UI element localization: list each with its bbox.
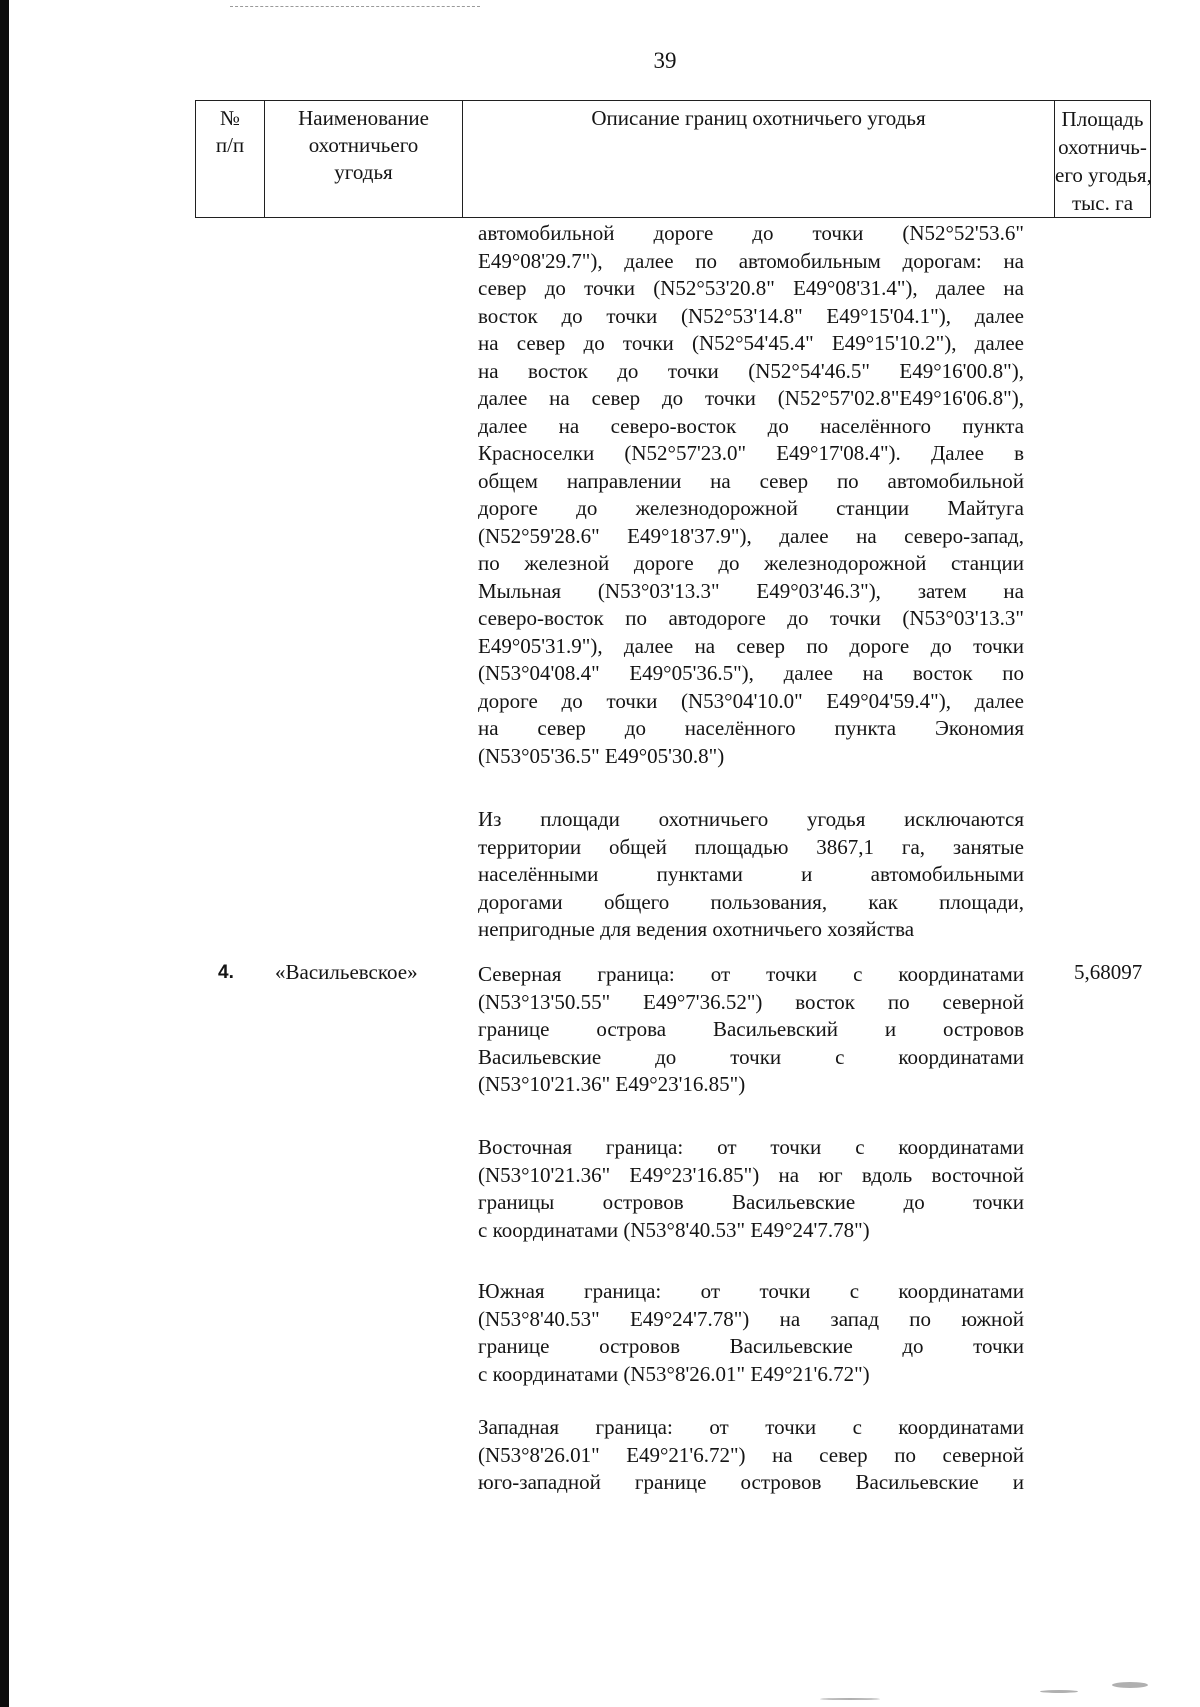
text-line: границе островов Васильевские до точки [478,1334,1024,1358]
text-line: Красноселки (N52°57'23.0" E49°17'08.4"). Далее в [478,441,1024,465]
text-line: дороге до железнодорожной станции Майтуга [478,496,1024,520]
east-boundary-paragraph [478,1134,1024,1244]
header-number-line: № [219,106,241,130]
scan-speck [1112,1682,1148,1688]
text-line: Восточная граница: от точки с координатами [478,1135,1024,1159]
header-area-line: охотничь- [1058,135,1147,159]
text-line: на север до населённого пункта Экономия [478,716,1024,740]
text-line: (N53°8'26.01" E49°21'6.72") на север по северной [478,1442,1024,1467]
text-line: территории общей площадью 3867,1 га, занятые [478,834,1024,859]
text-line: далее на север до точки (N52°57'02.8"E49°16'06.8"), [478,386,1024,410]
text-line: Северная граница: от точки с координатами [478,962,1024,986]
text-line: с координатами (N53°8'26.01" E49°21'6.72") [478,1361,870,1386]
scan-speck [820,1698,880,1700]
text-line: (N53°8'40.53" E49°24'7.78") на запад по южной [478,1306,1024,1331]
exclusion-paragraph [478,806,1024,944]
text-line: на север до точки (N52°54'45.4" E49°15'10.2"), далее [478,331,1024,355]
text-line: Западная граница: от точки с координатами [478,1415,1024,1439]
text-line: (N53°13'50.55" E49°7'36.52") восток по северной [478,989,1024,1014]
text-line: населёнными пунктами и автомобильными [478,862,1024,886]
text-line: (N52°59'28.6" E49°18'37.9"), далее на северо-запад, [478,523,1024,548]
entry-name: «Васильевское» [275,960,418,984]
header-area-line: Площадь [1061,107,1144,131]
entry-area: 5,68097 [1074,960,1143,984]
text-line: далее на северо-восток до населённого пункта [478,413,1024,438]
text-line: границы островов Васильевские до точки [478,1190,1024,1214]
text-line: непригодные для ведения охотничьего хозяйства [478,917,915,941]
text-line: северо-восток по автодороге до точки (N53°03'13.3" [478,606,1024,630]
header-area-line: тыс. га [1071,191,1134,215]
west-boundary-paragraph [478,1414,1024,1497]
header-description [463,101,1055,217]
text-line: E49°08'29.7"), далее по автомобильным дорогам: на [478,248,1024,273]
text-line: юго-западной границе островов Васильевские и [478,1470,1024,1494]
header-number-line: п/п [215,133,245,157]
header-number [196,101,265,217]
text-line: границе острова Васильевский и островов [478,1017,1024,1041]
text-line: на восток до точки (N52°54'46.5" E49°16'00.8"), [478,358,1024,383]
entry-number: 4. [218,962,234,983]
scan-speck [1040,1690,1078,1693]
top-rule [230,6,480,7]
north-boundary-paragraph [478,961,1024,1099]
page-number: 39 [653,48,677,73]
continuation-paragraph [478,220,1024,770]
text-line: общем направлении на север по автомобильной [478,468,1024,493]
header-area-line: его угодья, [1055,163,1152,187]
text-line: Мыльная (N53°03'13.3" E49°03'46.3"), затем на [478,578,1024,603]
text-line: по железной дороге до железнодорожной станции [478,551,1024,575]
header-name-line: Наименование [298,106,429,130]
text-line: (N53°10'21.36" E49°23'16.85") на юг вдоль восточной [478,1162,1024,1187]
text-line: E49°05'31.9"), далее на север по дороге до точки [478,633,1024,658]
scan-edge [0,0,9,1707]
south-boundary-paragraph [478,1278,1024,1388]
text-line: с координатами (N53°8'40.53" E49°24'7.78") [478,1217,870,1242]
text-line: восток до точки (N52°53'14.8" E49°15'04.1"), далее [478,303,1024,328]
text-line: Южная граница: от точки с координатами [478,1279,1024,1303]
header-name-line: угодья [334,160,393,184]
header-description-line: Описание границ охотничьего угодья [591,106,926,130]
text-line: север до точки (N52°53'20.8" E49°08'31.4"), далее на [478,276,1024,300]
table-header [195,100,1151,218]
text-line: дорогами общего пользования, как площади, [478,889,1024,914]
header-area [1055,101,1150,217]
text-line: Из площади охотничьего угодья исключаются [478,807,1024,831]
header-name [265,101,463,217]
text-line: (N53°10'21.36" E49°23'16.85") [478,1072,746,1096]
text-line: дороге до точки (N53°04'10.0" E49°04'59.4"), далее [478,688,1024,713]
text-line: автомобильной дороге до точки (N52°52'53.6" [478,221,1024,245]
text-line: (N53°05'36.5" E49°05'30.8") [478,743,725,768]
header-name-line: охотничьего [308,133,419,157]
text-line: (N53°04'08.4" E49°05'36.5"), далее на восток по [478,661,1024,685]
text-line: Васильевские до точки с координатами [478,1044,1024,1069]
